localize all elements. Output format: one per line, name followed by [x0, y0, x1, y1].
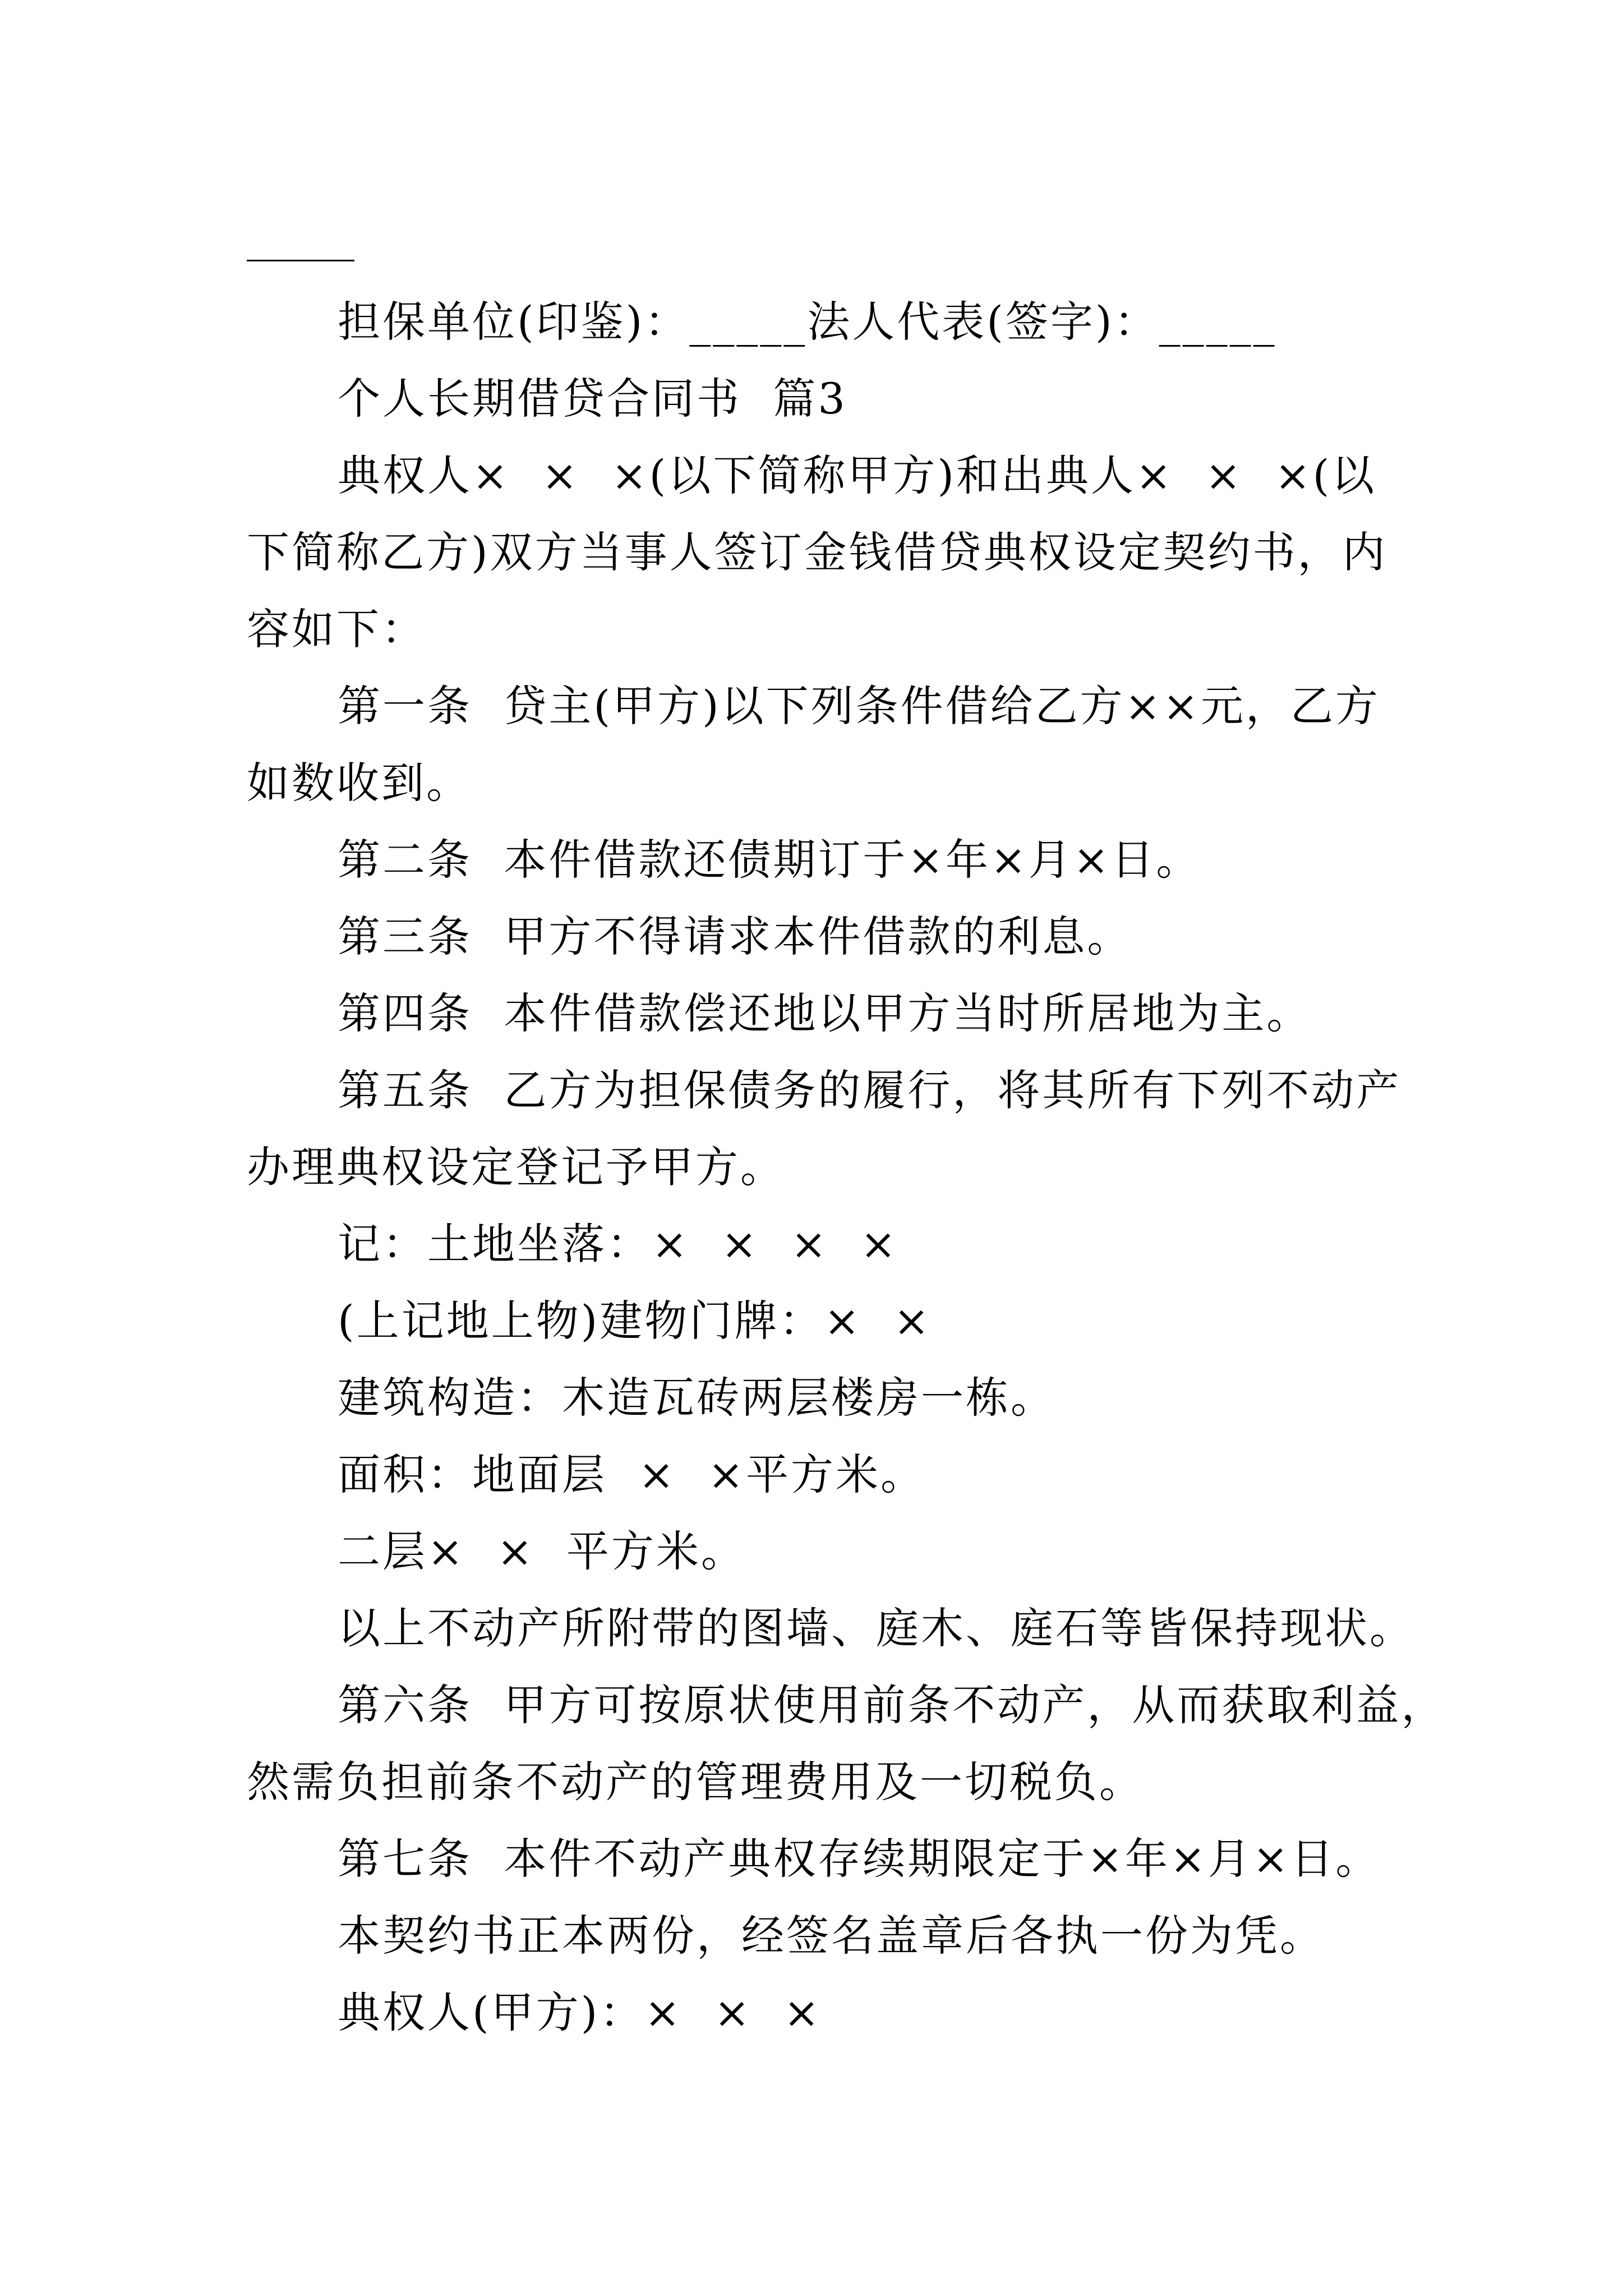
paragraph-line: 典权人× × ×(以下简称甲方)和出典人× × ×(以	[338, 450, 1377, 500]
article-4-line: 第四条 本件借款偿还地以甲方当时所居地为主。	[338, 988, 1312, 1038]
top-rule-divider	[247, 260, 354, 261]
article-5-line: 第五条 乙方为担保债务的履行，将其所有下列不动产	[338, 1065, 1401, 1115]
article-5-line: 办理典权设定登记予甲方。	[247, 1142, 785, 1192]
article-6-line: 第六条 甲方可按原状使用前条不动产，从而获取利益，	[338, 1680, 1446, 1730]
signature-line: 典权人(甲方)：× × ×	[338, 1987, 822, 2037]
paragraph-line: 下简称乙方)双方当事人签订金钱借贷典权设定契约书，内	[247, 527, 1387, 577]
paragraph-line: 容如下：	[247, 604, 426, 654]
article-1-line: 第一条 贷主(甲方)以下列条件借给乙方××元，乙方	[338, 681, 1380, 731]
article-6-line: 然需负担前条不动产的管理费用及一切税负。	[247, 1757, 1144, 1807]
document-body	[247, 283, 1446, 2051]
property-area-line: 二层× × 平方米。	[338, 1526, 746, 1576]
property-address-line: (上记地上物)建物门牌：× ×	[338, 1296, 932, 1346]
article-3-line: 第三条 甲方不得请求本件借款的利息。	[338, 912, 1132, 961]
property-area-line: 面积：地面层 × ×平方米。	[338, 1450, 925, 1499]
property-location-line: 记：土地坐落：× × × ×	[338, 1219, 898, 1269]
section-heading: 个人长期借贷合同书 篇3	[338, 374, 847, 424]
article-2-line: 第二条 本件借款还债期订于×年×月×日。	[338, 835, 1201, 885]
article-1-line: 如数收到。	[247, 758, 471, 808]
property-status-line: 以上不动产所附带的图墙、庭木、庭石等皆保持现状。	[338, 1603, 1414, 1653]
property-structure-line: 建筑构造：木造瓦砖两层楼房一栋。	[338, 1373, 1055, 1423]
closing-line: 本契约书正本两份，经签名盖章后各执一份为凭。	[338, 1911, 1325, 1961]
article-7-line: 第七条 本件不动产典权存续期限定于×年×月×日。	[338, 1834, 1381, 1884]
guarantor-signature-line: 担保单位(印鉴)：_____法人代表(签字)：_____	[338, 297, 1277, 347]
